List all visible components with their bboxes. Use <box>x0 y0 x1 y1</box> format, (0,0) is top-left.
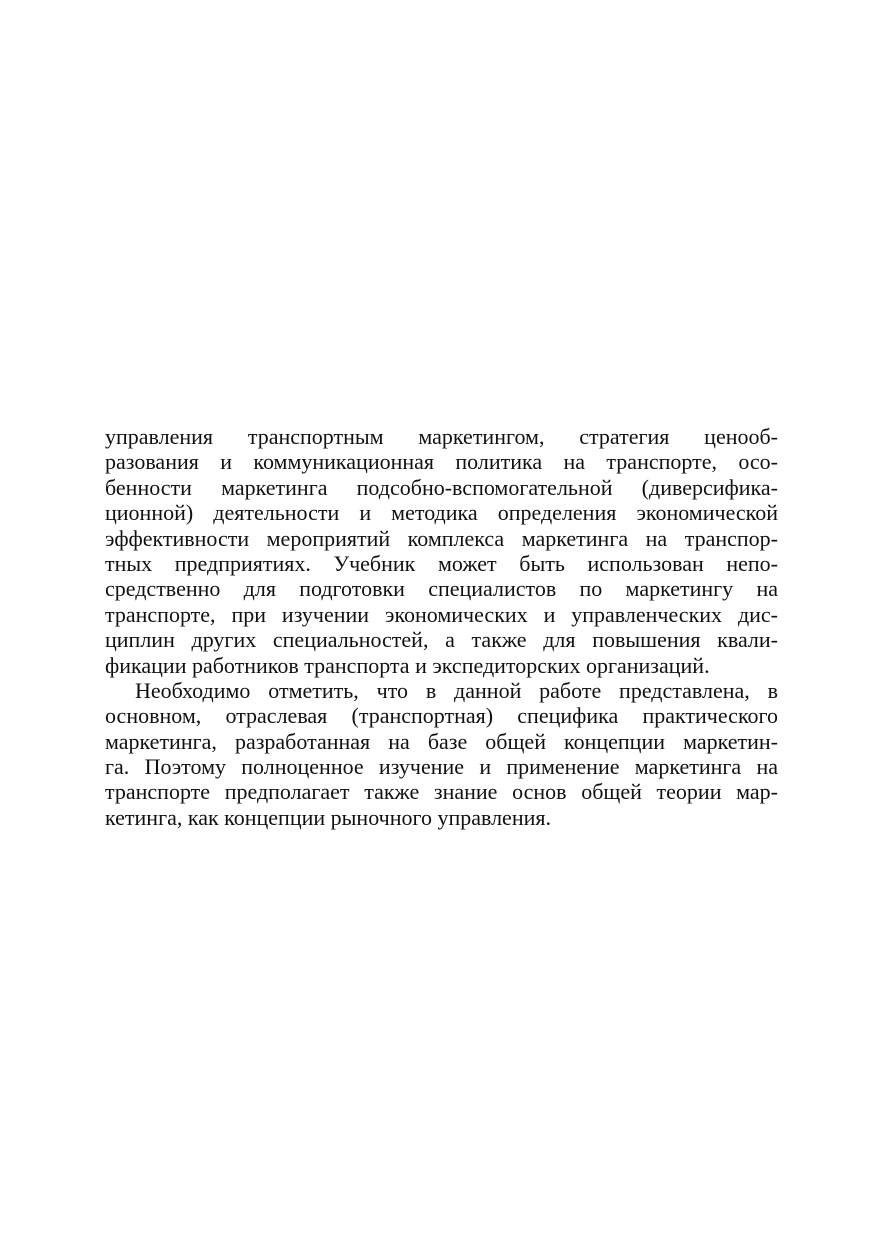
text-line: управления транспортным маркетингом, стратегия ценооб- <box>105 424 778 449</box>
text-line: бенности маркетинга подсобно-вспомогательной (диверсифика- <box>105 474 778 500</box>
paragraph-continuation <box>105 424 778 678</box>
text-line: циплин других специальностей, а также для повышения квали- <box>105 627 778 653</box>
text-line: тных предприятиях. Учебник может быть использован непо- <box>105 550 778 576</box>
text-line: транспорте предполагает также знание основ общей теории мар- <box>105 779 778 805</box>
text-line: разования и коммуникационная политика на транспорте, осо- <box>105 449 778 475</box>
text-line: Необходимо отметить, что в данной работе представлена, в <box>135 677 778 703</box>
text-line: кетинга, как концепции рыночного управления. <box>105 804 551 830</box>
text-line: га. Поэтому полноценное изучение и применение маркетинга на <box>105 754 778 780</box>
body-text <box>105 424 778 830</box>
text-line: маркетинга, разработанная на базе общей концепции маркетин- <box>105 728 778 754</box>
text-line: эффективности мероприятий комплекса маркетинга на транспор- <box>105 525 778 551</box>
paragraph-note <box>105 678 778 830</box>
text-line: основном, отраслевая (транспортная) специфика практического <box>105 703 778 729</box>
text-line: средственно для подготовки специалистов по маркетингу на <box>105 576 778 602</box>
text-line: ционной) деятельности и методика определения экономической <box>105 500 778 526</box>
text-line: фикации работников транспорта и экспедиторских организаций. <box>105 652 710 678</box>
text-line: транспорте, при изучении экономических и управленческих дис- <box>105 601 778 627</box>
